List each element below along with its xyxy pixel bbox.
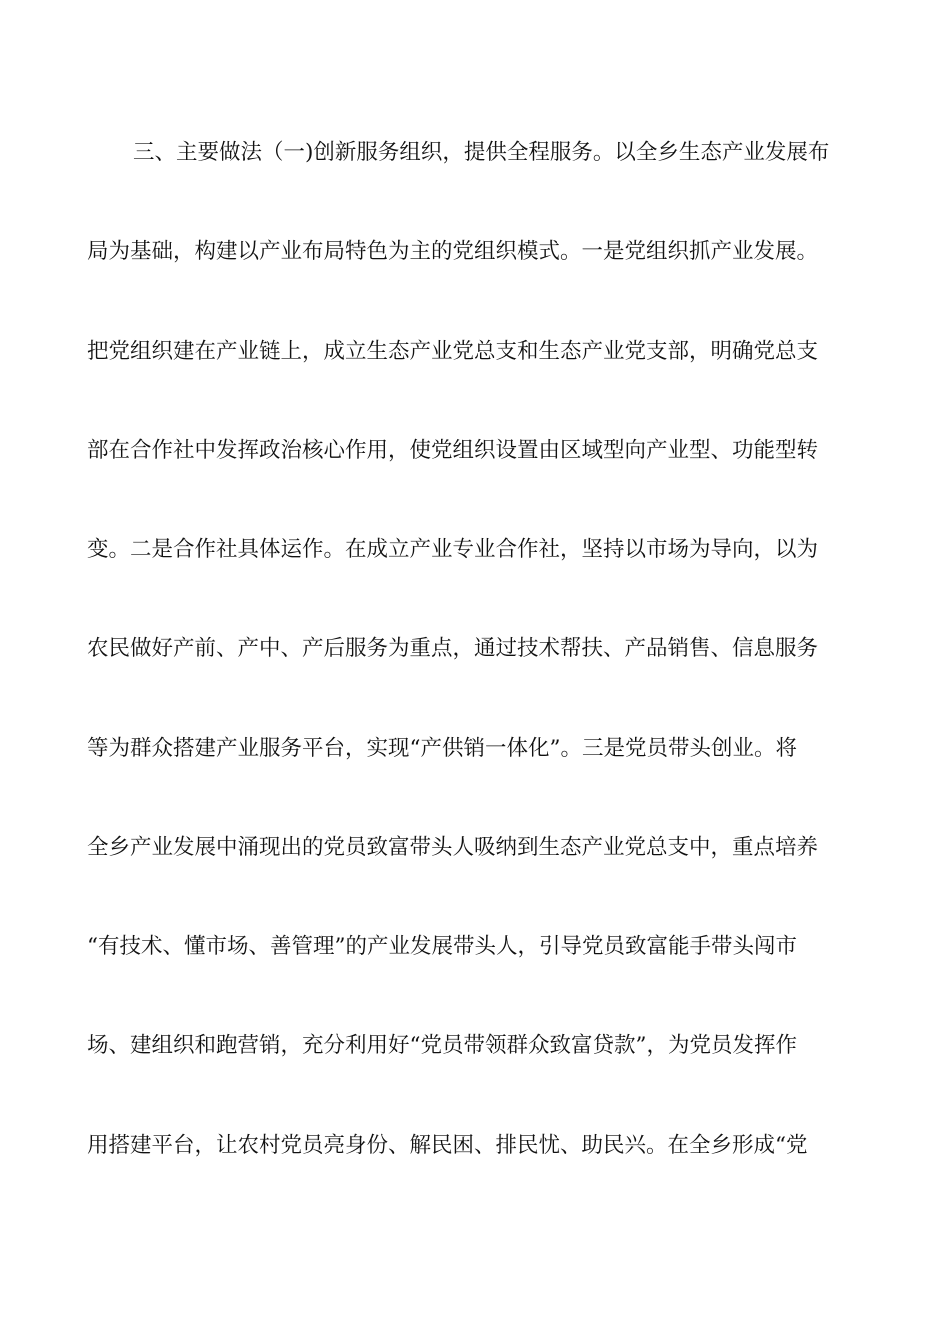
paragraph-line: “有技术、懂市场、善管理”的产业发展带头人，引导党员致富能手带头闯市 [87,934,797,959]
paragraph-line: 把党组织建在产业链上，成立生态产业党总支和生态产业党支部，明确党总支 [87,339,819,364]
paragraph-line: 用搭建平台，让农村党员亮身份、解民困、排民忧、助民兴。在全乡形成“党 [87,1133,808,1158]
paragraph-line: 农民做好产前、产中、产后服务为重点，通过技术帮扶、产品销售、信息服务 [87,636,819,661]
paragraph-line: 全乡产业发展中涌现出的党员致富带头人吸纳到生态产业党总支中，重点培养 [87,835,819,860]
paragraph-line: 部在合作社中发挥政治核心作用，使党组织设置由区域型向产业型、功能型转 [87,438,819,463]
paragraph-line: 局为基础，构建以产业布局特色为主的党组织模式。一是党组织抓产业发展。 [87,239,819,264]
paragraph-line: 三、主要做法（一)创新服务组织，提供全程服务。以全乡生态产业发展布 [133,140,830,165]
paragraph-line: 变。二是合作社具体运作。在成立产业专业合作社，坚持以市场为导向，以为 [87,537,819,562]
paragraph-line: 场、建组织和跑营销，充分利用好“党员带领群众致富贷款”，为党员发挥作 [87,1033,797,1058]
paragraph-line: 等为群众搭建产业服务平台，实现“产供销一体化”。三是党员带头创业。将 [87,736,797,761]
